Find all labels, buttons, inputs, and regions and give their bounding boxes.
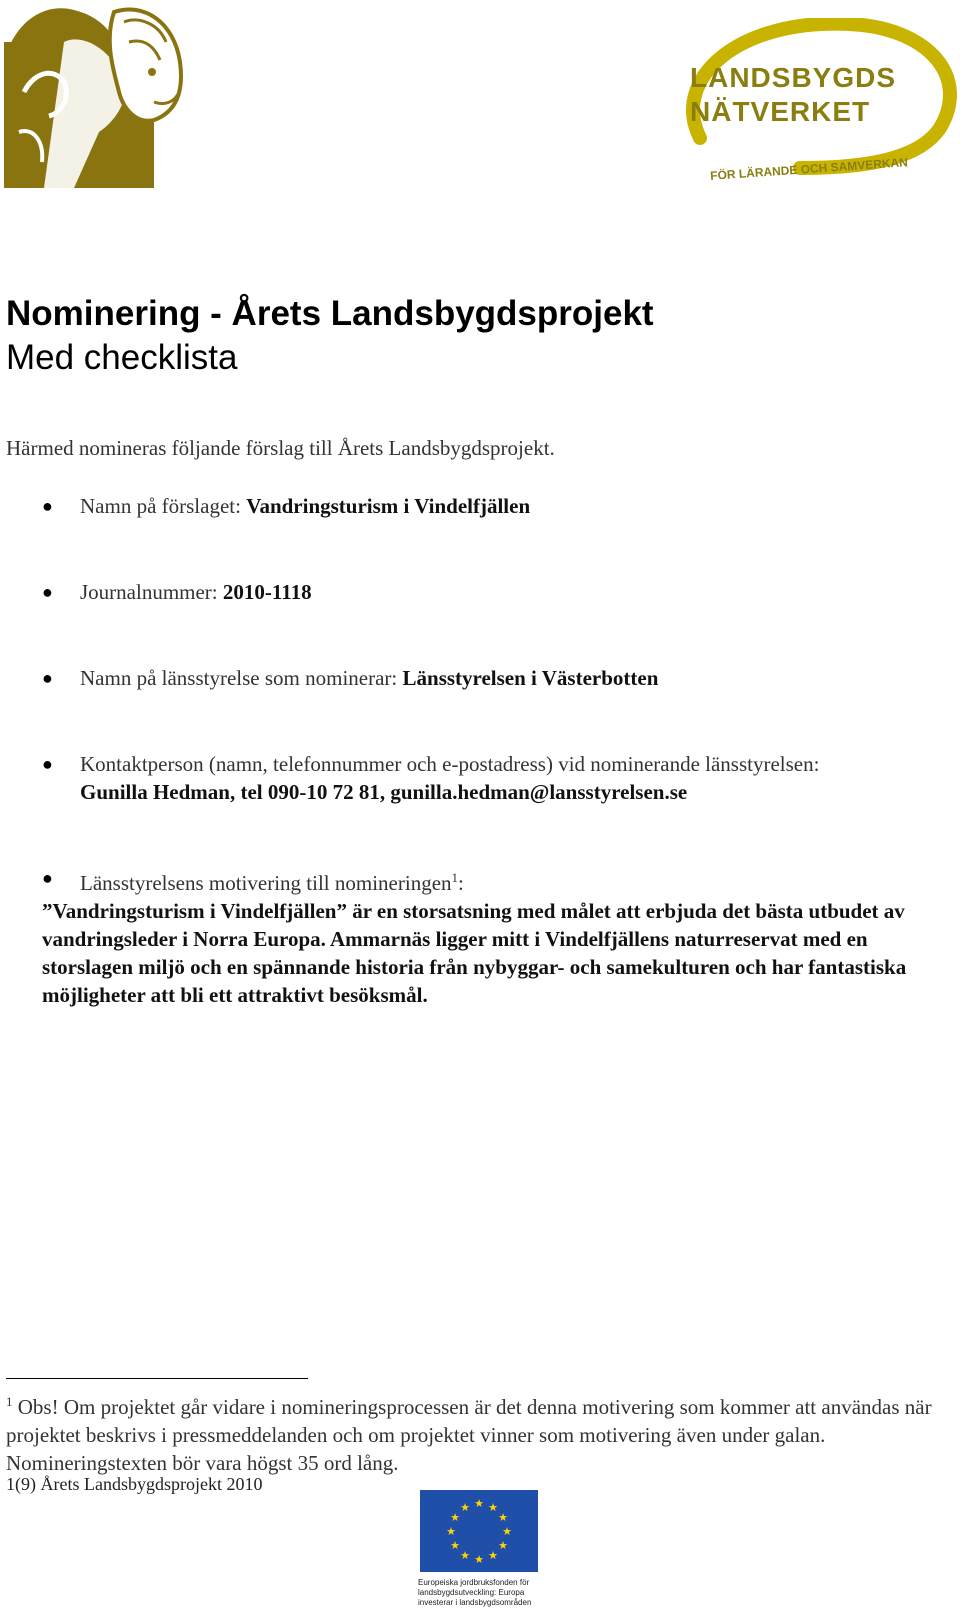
svg-text:★: ★ [488, 1501, 498, 1514]
landsbygdsnatverket-logo [680, 18, 958, 194]
footnote-mark: 1 [6, 1394, 13, 1409]
svg-text:★: ★ [498, 1511, 508, 1524]
document-subtitle: Med checklista [6, 338, 238, 377]
logo-text-line1: LANDSBYGDS [690, 62, 897, 93]
svg-text:★: ★ [450, 1511, 460, 1524]
item-value: ”Vandringsturism i Vindelfjällen” är en storsatsning med målet att erbjuda det bästa utbudet av vandringsleder i Norra Europa. Ammarnäs ligger mitt i Vindelfjällens naturreservat med en storslagen miljö och en spännande historia från nybyggar- och samekulturen och har fantastiska möjligheter att bli ett attraktivt besöksmål. [42, 899, 907, 1007]
logo-tagline: FÖR LÄRANDE OCH SAMVERKAN [709, 155, 909, 183]
svg-text:★: ★ [460, 1549, 470, 1562]
sheep-logo [4, 2, 184, 188]
svg-text:★: ★ [502, 1525, 512, 1538]
svg-text:★: ★ [460, 1501, 470, 1514]
item-value: Vandringsturism i Vindelfjällen [246, 494, 531, 518]
bullet-icon: ● [42, 496, 53, 516]
list-item-motivation [42, 864, 942, 1009]
svg-text:★: ★ [450, 1539, 460, 1552]
bullet-icon: ● [42, 868, 53, 888]
intro-text: Härmed nomineras följande förslag till Årets Landsbygdsprojekt. [6, 436, 555, 460]
footnote-text: Obs! Om projektet går vidare i nomineringsprocessen är det denna motivering som kommer att användas när projektet beskrivs i pressmeddelanden och om projektet vinner som motivering även under galan. Nomineringstexten bör vara högst 35 ord lång. [6, 1395, 932, 1475]
footnote [6, 1388, 946, 1477]
item-label: Länsstyrelsens motivering till nomineringen [80, 871, 452, 895]
item-label-colon: : [458, 871, 464, 895]
item-label: Namn på länsstyrelse som nominerar: [80, 666, 403, 690]
item-value: 2010-1118 [222, 580, 312, 604]
list-item-project-name [42, 492, 942, 520]
footnote-divider [6, 1378, 308, 1379]
document-title: Nominering - Årets Landsbygdsprojekt [6, 294, 654, 333]
page-footer: 1(9) Årets Landsbygdsprojekt 2010 [6, 1474, 263, 1494]
list-item-journal-number [42, 578, 942, 606]
bullet-icon: ● [42, 668, 53, 688]
list-item-contact-person [42, 750, 942, 806]
eu-logo-caption: Europeiska jordbruksfonden för landsbygdsutveckling: Europa investerar i landsbygdsområden [418, 1578, 532, 1607]
footnote-ref: 1 [451, 870, 459, 885]
svg-text:★: ★ [446, 1525, 456, 1538]
item-value: Länsstyrelsen i Västerbotten [402, 666, 659, 690]
svg-text:★: ★ [474, 1553, 484, 1566]
item-label: Kontaktperson (namn, telefonnummer och e-postadress) vid nominerande länsstyrelsen: [80, 752, 820, 776]
item-value: Gunilla Hedman, tel 090-10 72 81, gunilla.hedman@lansstyrelsen.se [80, 780, 688, 804]
logo-text-line2: NÄTVERKET [690, 96, 871, 127]
svg-text:★: ★ [488, 1549, 498, 1562]
item-label: Journalnummer: [80, 580, 223, 604]
eu-flag-icon [420, 1490, 538, 1572]
list-item-nominating-authority [42, 664, 942, 692]
bullet-icon: ● [42, 582, 53, 602]
item-label: Namn på förslaget: [80, 494, 247, 518]
svg-text:★: ★ [498, 1539, 508, 1552]
svg-text:★: ★ [474, 1497, 484, 1510]
bullet-icon: ● [42, 754, 53, 774]
